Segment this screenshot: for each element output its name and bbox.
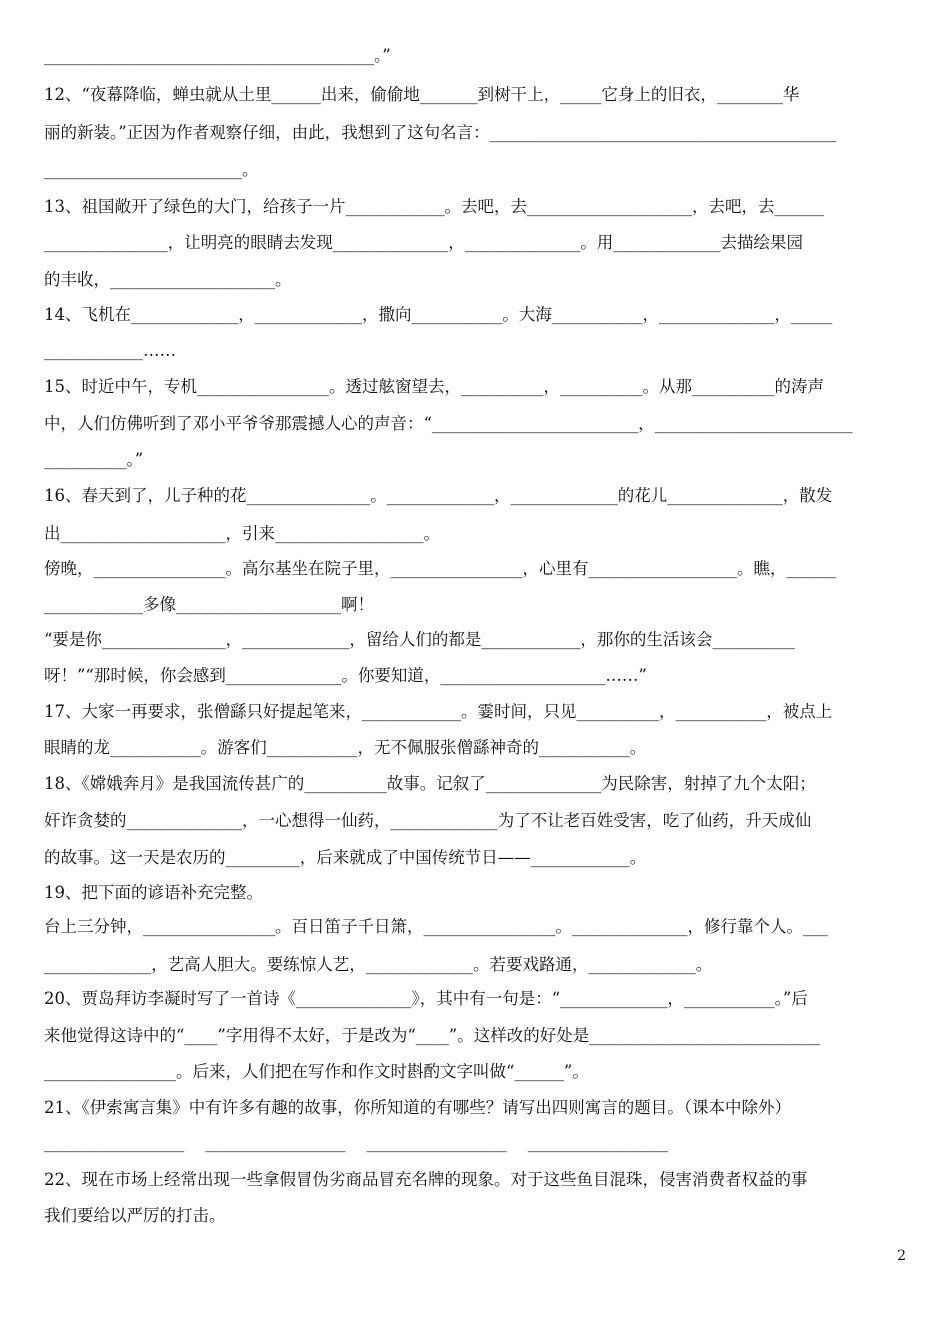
question-15-line-2: 中，人们仿佛听到了邓小平爷爷那震撼人心的声音：“_________________________，________________________ — [44, 414, 853, 433]
question-20-line-3: ________________。后来，人们把在写作和作文时斟酌文字叫做“______”。 — [44, 1062, 589, 1081]
question-19-line-2: _____________，艺高人胆大。要练惊人艺，_____________。若要戏路通，_____________。 — [44, 955, 713, 974]
question-18-line-3: 的故事。这一天是农历的_________，后来就成了中国传统节日——____________。 — [44, 848, 647, 867]
question-16-line-5: “要是你_______________，_____________，留给人们的都是____________，那你的生活该会__________ — [44, 630, 795, 649]
question-13-line-1: 13、祖国敞开了绿色的大门，给孩子一片____________。去吧，去____________________，去吧，去______ — [44, 197, 824, 216]
question-20-line-2: 来他觉得这诗中的“____”字用得不太好，于是改为“____”。这样改的好处是____________________________ — [44, 1026, 821, 1045]
question-16-line-1: 16、春天到了，儿子种的花_______________。_____________，_____________的花儿______________，散发 — [44, 486, 833, 505]
question-16-line-6: 呀！”“那时候，你会感到______________。你要知道，____________________……” — [44, 666, 647, 685]
question-12-line-2: 丽的新装。”正因为作者观察仔细，由此，我想到了这句名言：__________________________________________ — [44, 123, 837, 142]
question-12-line-3: ________________________。 — [44, 160, 259, 179]
question-13-line-2: _______________，让明亮的眼睛去发现______________，______________。用_____________去描绘果园 — [44, 233, 803, 252]
question-15-line-3: __________。” — [44, 450, 144, 469]
question-19-line-1: 台上三分钟，________________。百日笛子千日箫，________________。______________，修行靠个人。___ — [44, 917, 828, 936]
page-number: 2 — [897, 1248, 906, 1264]
question-15-line-1: 15、时近中午，专机________________。透过舷窗望去，__________，__________。从那__________的涛声 — [44, 377, 824, 396]
text-line: ________________________________________。” — [44, 46, 391, 65]
question-14-line-1: 14、飞机在_____________，_____________，撒向___________。大海___________，______________，_____ — [44, 305, 833, 324]
question-21-blanks: _________________ _________________ _________________ _________________ — [44, 1133, 668, 1152]
question-14-line-2: ____________…… — [44, 341, 176, 360]
question-13-line-3: 的丰收，____________________。 — [44, 270, 292, 289]
question-19-title: 19、把下面的谚语补充完整。 — [44, 883, 263, 902]
question-18-line-2: 奸诈贪婪的______________，一心想得一仙药，_____________为了不让老百姓受害，吃了仙药，升天成仙 — [44, 811, 812, 830]
question-16-line-4: ____________多像____________________啊！ — [44, 595, 374, 614]
question-12-line-1: 12、“夜幕降临，蝉虫就从土里______出来，偷偷地_______到树干上，_____它身上的旧衣，________华 — [44, 85, 800, 104]
question-17-line-2: 眼睛的龙___________。游客们___________，无不佩服张僧繇神奇的___________。 — [44, 738, 647, 757]
question-16-line-3: 傍晚，________________。高尔基坐在院子里，________________，心里有__________________。瞧，______ — [44, 559, 836, 578]
question-22-line-1: 22、现在市场上经常出现一些拿假冒伪劣商品冒充名牌的现象。对于这些鱼目混珠，侵害消费者权益的事 — [44, 1170, 808, 1189]
question-20-line-1: 20、贾岛拜访李凝时写了一首诗《______________》，其中有一句是：“_____________，___________。”后 — [44, 989, 808, 1008]
question-22-line-2: 我们要给以严厉的打击。 — [44, 1206, 226, 1225]
question-18-line-1: 18、《嫦娥奔月》是我国流传甚广的__________故事。记叙了______________为民除害，射掉了九个太阳； — [44, 774, 816, 793]
question-17-line-1: 17、大家一再要求，张僧繇只好提起笔来，____________。霎时间，只见__________，___________，被点上 — [44, 702, 833, 721]
question-16-line-2: 出____________________，引来__________________。 — [44, 524, 440, 543]
question-21-line-1: 21、《伊索寓言集》中有许多有趣的故事，你所知道的有哪些？请写出四则寓言的题目。（课本中除外） — [44, 1098, 791, 1117]
